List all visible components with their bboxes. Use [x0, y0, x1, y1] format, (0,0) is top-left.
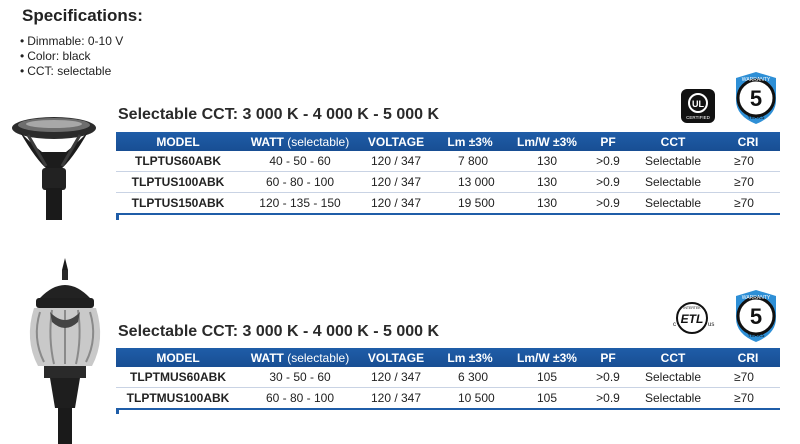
cell-lmw: 105: [508, 367, 586, 388]
etl-label: ETL: [680, 312, 704, 326]
warranty-years: 5: [749, 86, 763, 111]
section-1-spec-table: [116, 132, 780, 215]
col-model: MODEL: [116, 348, 240, 367]
cell-model: TLPTUS60ABK: [116, 151, 240, 172]
cell-model: TLPTMUS60ABK: [116, 367, 240, 388]
col-lm: Lm ±3%: [432, 132, 508, 151]
cell-model: TLPTUS150ABK: [116, 193, 240, 215]
table-header-row: [116, 132, 780, 151]
cell-cct: Selectable: [630, 388, 716, 410]
cell-voltage: 120 / 347: [360, 367, 432, 388]
col-pf: PF: [586, 348, 630, 367]
warranty-5-years-icon-2: [730, 288, 782, 344]
ul-certified-icon: [680, 88, 716, 124]
spec-color: • Color: black: [20, 49, 123, 64]
cell-pf: >0.9: [586, 388, 630, 410]
col-cri: CRI: [716, 132, 780, 151]
section-2-spec-table: [116, 348, 780, 410]
cell-pf: >0.9: [586, 151, 630, 172]
section-2-title: Selectable CCT: 3 000 K - 4 000 K - 5 000 K: [118, 323, 440, 340]
table-header-row: [116, 348, 780, 367]
cell-lmw: 130: [508, 151, 586, 172]
ul-sub-label: CERTIFIED: [686, 115, 710, 120]
cell-cri: ≥70: [716, 172, 780, 193]
cell-lm: 7 800: [432, 151, 508, 172]
warranty-top-label: WARRANTY: [741, 77, 771, 83]
table-row: [116, 367, 780, 388]
warranty-bottom-label: YEARS: [747, 115, 765, 121]
table-row: [116, 388, 780, 410]
spec-cct: • CCT: selectable: [20, 64, 123, 79]
warranty-top-label-2: WARRANTY: [741, 295, 771, 301]
col-cct: CCT: [630, 348, 716, 367]
cell-pf: >0.9: [586, 193, 630, 215]
col-watt: WATT (selectable): [240, 132, 360, 151]
warranty-bottom-label-2: YEARS: [747, 333, 765, 339]
cell-lm: 10 500: [432, 388, 508, 410]
table-row: [116, 151, 780, 172]
col-cct: CCT: [630, 132, 716, 151]
etl-sub-label: INTERTEK: [683, 306, 701, 310]
cell-voltage: 120 / 347: [360, 151, 432, 172]
col-watt: WATT (selectable): [240, 348, 360, 367]
specifications-title: Specifications:: [22, 6, 143, 25]
svg-text:c: c: [673, 322, 676, 328]
cell-lmw: 130: [508, 172, 586, 193]
col-voltage: VOLTAGE: [360, 132, 432, 151]
warranty-5-years-icon: [730, 70, 782, 126]
acorn-luminaire-image: [20, 258, 110, 444]
cell-cri: ≥70: [716, 388, 780, 410]
col-voltage: VOLTAGE: [360, 348, 432, 367]
cell-pf: >0.9: [586, 367, 630, 388]
cell-voltage: 120 / 347: [360, 172, 432, 193]
ul-label: UL: [692, 99, 704, 109]
cell-cri: ≥70: [716, 151, 780, 172]
col-lmw: Lm/W ±3%: [508, 132, 586, 151]
cell-watt: 120 - 135 - 150: [240, 193, 360, 215]
cell-watt: 60 - 80 - 100: [240, 388, 360, 410]
cell-lmw: 105: [508, 388, 586, 410]
cell-model: TLPTMUS100ABK: [116, 388, 240, 410]
cell-cct: Selectable: [630, 367, 716, 388]
cell-lm: 19 500: [432, 193, 508, 215]
col-model: MODEL: [116, 132, 240, 151]
spec-dimmable: • Dimmable: 0-10 V: [20, 34, 123, 49]
table-row: [116, 193, 780, 215]
cell-cct: Selectable: [630, 193, 716, 215]
cell-lmw: 130: [508, 193, 586, 215]
cell-cri: ≥70: [716, 367, 780, 388]
cell-voltage: 120 / 347: [360, 193, 432, 215]
cell-lm: 13 000: [432, 172, 508, 193]
cell-cri: ≥70: [716, 193, 780, 215]
col-lmw: Lm/W ±3%: [508, 348, 586, 367]
cell-pf: >0.9: [586, 172, 630, 193]
cell-watt: 40 - 50 - 60: [240, 151, 360, 172]
cell-model: TLPTUS100ABK: [116, 172, 240, 193]
cell-cct: Selectable: [630, 151, 716, 172]
etl-listed-icon: [668, 298, 716, 338]
col-pf: PF: [586, 132, 630, 151]
col-lm: Lm ±3%: [432, 348, 508, 367]
specifications-list: [20, 34, 123, 79]
cell-watt: 30 - 50 - 60: [240, 367, 360, 388]
cell-lm: 6 300: [432, 367, 508, 388]
col-cri: CRI: [716, 348, 780, 367]
table-row: [116, 172, 780, 193]
svg-text:us: us: [708, 322, 715, 328]
post-top-luminaire-image: [6, 108, 102, 220]
cell-voltage: 120 / 347: [360, 388, 432, 410]
cell-watt: 60 - 80 - 100: [240, 172, 360, 193]
section-1-title: Selectable CCT: 3 000 K - 4 000 K - 5 000 K: [118, 106, 440, 123]
cell-cct: Selectable: [630, 172, 716, 193]
warranty-years-2: 5: [749, 304, 763, 329]
